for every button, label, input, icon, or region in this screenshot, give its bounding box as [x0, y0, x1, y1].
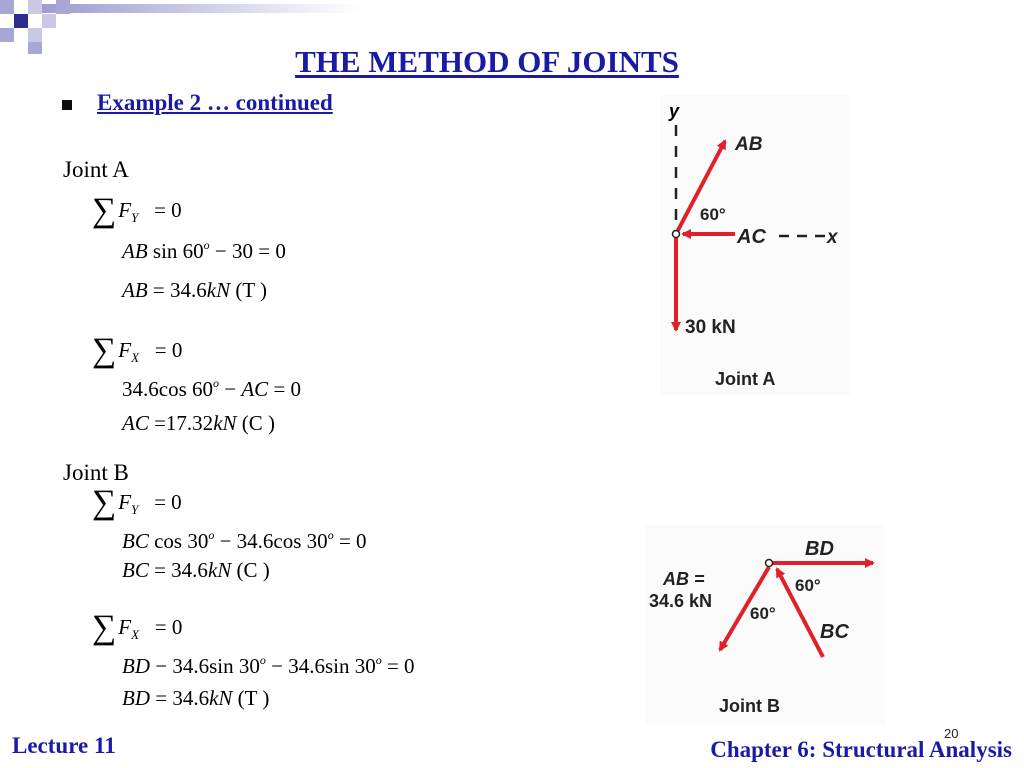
joint-a-diagram [655, 95, 855, 395]
joint-a-eq3: 34.6cos $60^o$ − AC = 0 [122, 376, 302, 401]
joint-b-eq4: BD = 34.6kN (T ) [122, 686, 270, 710]
joint-b-eq1: BC $\cos 30^o - 34.6\cos$ $30^o = 0$ [122, 528, 367, 553]
page-number: 20 [944, 726, 959, 741]
ab-label-line2: 34.6 kN [649, 591, 713, 611]
joint-b-sum-fx: $\sum F_X$ = 0 [92, 609, 183, 646]
sigma-symbol: ∑ [92, 609, 117, 646]
force-ab-label: AB [735, 134, 763, 155]
footer-lecture: Lecture 11 [12, 733, 116, 758]
sigma-symbol: ∑ [92, 192, 117, 229]
joint-b-diagram [645, 525, 885, 725]
force-bc-label: BC [820, 621, 849, 643]
footer-chapter: Chapter 6: Structural Analysis [710, 737, 1012, 762]
joint-a-node [673, 231, 680, 238]
joint-b-label: Joint B [63, 460, 129, 485]
joint-a-eq1: AB $\sin 60^o - 30 = 0$ [122, 238, 286, 263]
bullet-marker [62, 100, 72, 110]
joint-a-sum-fy: $\sum F_Y$ = 0 [92, 192, 182, 229]
joint-a-label: Joint A [63, 157, 129, 182]
angle-label: 60° [700, 205, 726, 224]
joint-a-caption: Joint A [715, 369, 776, 389]
force-ac-label: AC [737, 226, 766, 248]
load-label: 30 kN [685, 317, 736, 338]
sigma-symbol: ∑ [92, 484, 117, 521]
sigma-symbol: ∑ [92, 332, 117, 369]
joint-b-eq3: BD − 34.6sin $30^o - 34.6\sin$ $30^o = 0$ [122, 653, 415, 678]
joint-a-eq2: AB = 34.6kN (T ) [122, 278, 268, 302]
joint-a-eq4: AC =17.32kN (C ) [122, 411, 276, 435]
joint-b-eq2: BC = 34.6kN (C ) [122, 558, 270, 582]
joint-b-node [766, 560, 773, 567]
joint-a-sum-fx: $\sum F_X$ = 0 [92, 332, 183, 369]
ab-label-line1: AB = [663, 569, 705, 589]
bullet-subtitle: Example 2 … continued [97, 90, 333, 115]
slide-title: THE METHOD OF JOINTS [295, 44, 679, 79]
force-bd-label: BD [805, 538, 834, 560]
joint-b-caption: Joint B [719, 696, 780, 716]
y-axis-label: y [669, 101, 680, 121]
angle2-label: 60° [750, 604, 776, 623]
angle1-label: 60° [795, 576, 821, 595]
joint-b-sum-fy: $\sum F_Y$ = 0 [92, 484, 182, 521]
x-axis-label: x [827, 227, 838, 248]
